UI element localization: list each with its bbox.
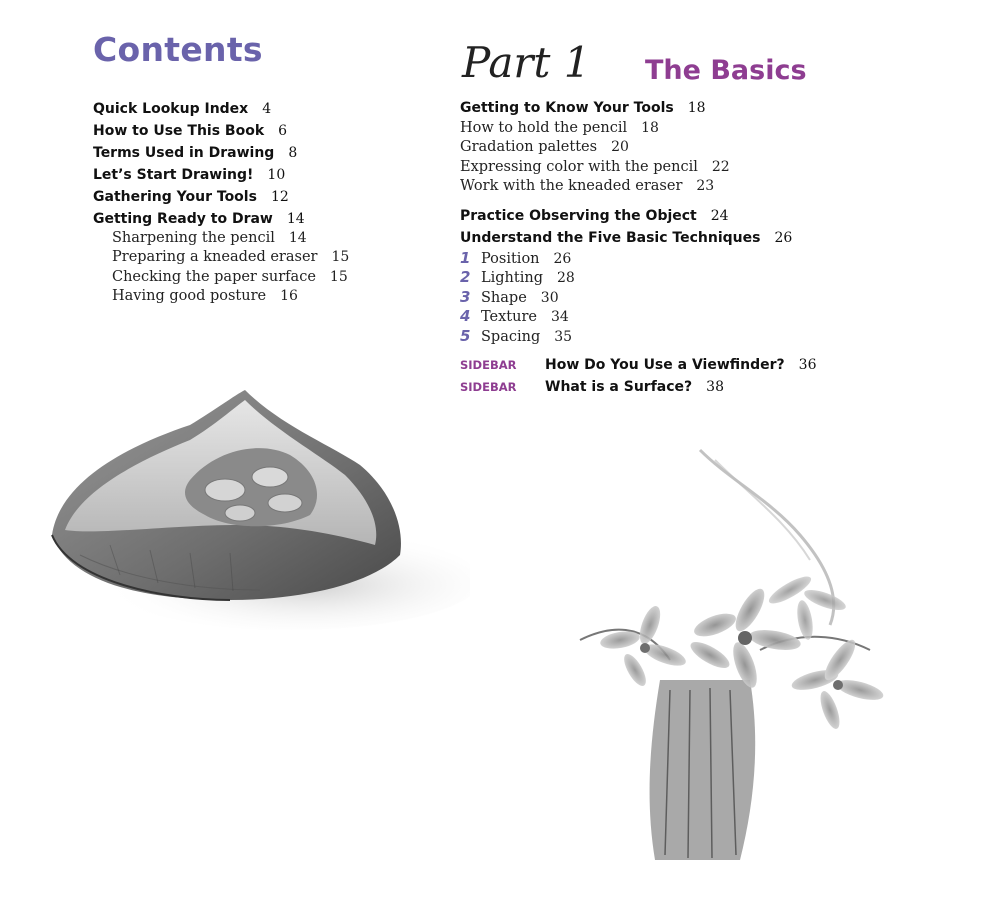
technique-label: Spacing	[481, 329, 541, 345]
technique-item[interactable]	[460, 249, 571, 267]
sidebar-page: 36	[798, 357, 817, 373]
toc-entry-page: 14	[286, 211, 305, 227]
sidebar-label: How Do You Use a Viewfinder?	[545, 357, 785, 373]
toc-subentry-label: Gradation palettes	[460, 139, 598, 155]
toc-subentry-label: Expressing color with the pencil	[460, 159, 698, 175]
toc-entry-label: Getting Ready to Draw	[93, 211, 273, 227]
technique-number: 3	[460, 288, 471, 306]
toc-subentry-page: 14	[288, 230, 307, 246]
sidebar-label: What is a Surface?	[545, 379, 693, 395]
technique-number: 4	[460, 307, 471, 325]
toc-subentry[interactable]	[112, 269, 348, 285]
toc-subentry-label: Work with the kneaded eraser	[460, 178, 683, 194]
sidebar-page: 38	[706, 379, 724, 395]
toc-subentry[interactable]	[460, 178, 714, 194]
toc-subentry[interactable]	[112, 249, 349, 265]
toc-entry[interactable]	[93, 123, 287, 139]
toc-entry-tools[interactable]	[460, 100, 706, 116]
toc-subentry[interactable]	[112, 288, 298, 304]
toc-entry-label: Practice Observing the Object	[460, 208, 697, 224]
technique-page: 30	[540, 290, 559, 306]
technique-label: Shape	[481, 290, 527, 306]
toc-entry-page: 12	[270, 189, 289, 205]
toc-subentry-page: 15	[329, 269, 348, 285]
toc-subentry-label: Having good posture	[112, 288, 267, 304]
toc-subentry-page: 22	[711, 159, 730, 175]
flower-bouquet-sketch-icon	[540, 440, 920, 870]
contents-heading: Contents	[93, 30, 263, 69]
toc-subentry[interactable]	[460, 159, 730, 175]
technique-item[interactable]	[460, 268, 575, 286]
toc-subentry-page: 20	[611, 139, 629, 155]
sidebar-tag: SIDEBAR	[460, 380, 517, 394]
technique-number: 5	[460, 327, 471, 345]
toc-subentry-page: 18	[641, 120, 659, 136]
technique-page: 34	[550, 309, 569, 325]
part-number-script: Part 1	[462, 38, 591, 87]
technique-item[interactable]	[460, 288, 559, 306]
toc-entry[interactable]	[93, 167, 285, 183]
pumpkin-sketch-icon	[40, 385, 470, 645]
toc-subentry-label: Checking the paper surface	[112, 269, 316, 285]
toc-entry-page: 24	[710, 208, 729, 224]
toc-subentry-page: 16	[280, 288, 298, 304]
sidebar-entry[interactable]	[460, 379, 724, 395]
toc-entry-page: 6	[278, 123, 288, 139]
toc-entry-label: Terms Used in Drawing	[93, 145, 275, 161]
toc-entry[interactable]	[93, 189, 289, 205]
technique-number: 1	[460, 249, 471, 267]
toc-entry[interactable]	[93, 101, 271, 117]
sidebar-entry[interactable]	[460, 357, 817, 373]
toc-subentry[interactable]	[112, 230, 307, 246]
part-title: The Basics	[645, 55, 807, 86]
toc-entry-label: Gathering Your Tools	[93, 189, 257, 205]
toc-entry-techniques[interactable]	[460, 230, 792, 246]
sidebar-tag: SIDEBAR	[460, 358, 517, 372]
toc-entry-label: How to Use This Book	[93, 123, 265, 139]
toc-subentry[interactable]	[460, 139, 629, 155]
toc-entry-page: 10	[267, 167, 286, 183]
technique-item[interactable]	[460, 327, 572, 345]
toc-subentry-label: How to hold the pencil	[460, 120, 628, 136]
technique-page: 35	[554, 329, 573, 345]
technique-label: Lighting	[481, 270, 543, 286]
technique-label: Position	[481, 251, 540, 267]
technique-number: 2	[460, 268, 471, 286]
technique-page: 28	[556, 270, 575, 286]
toc-subentry-page: 23	[696, 178, 715, 194]
toc-entry[interactable]	[93, 145, 297, 161]
toc-entry-page: 18	[687, 100, 706, 116]
toc-entry-label: Let’s Start Drawing!	[93, 167, 254, 183]
toc-subentry[interactable]	[460, 120, 659, 136]
technique-label: Texture	[481, 309, 537, 325]
toc-entry[interactable]	[93, 211, 305, 227]
toc-entry-page: 8	[288, 145, 298, 161]
toc-entry-label: Quick Lookup Index	[93, 101, 249, 117]
toc-subentry-page: 15	[331, 249, 350, 265]
toc-subentry-label: Sharpening the pencil	[112, 230, 275, 246]
toc-entry-observing[interactable]	[460, 208, 729, 224]
toc-entry-page: 4	[262, 101, 272, 117]
toc-entry-label: Getting to Know Your Tools	[460, 100, 674, 116]
toc-subentry-label: Preparing a kneaded eraser	[112, 249, 318, 265]
toc-entry-page: 26	[774, 230, 793, 246]
technique-item[interactable]	[460, 307, 569, 325]
technique-page: 26	[553, 251, 572, 267]
toc-entry-label: Understand the Five Basic Techniques	[460, 230, 761, 246]
